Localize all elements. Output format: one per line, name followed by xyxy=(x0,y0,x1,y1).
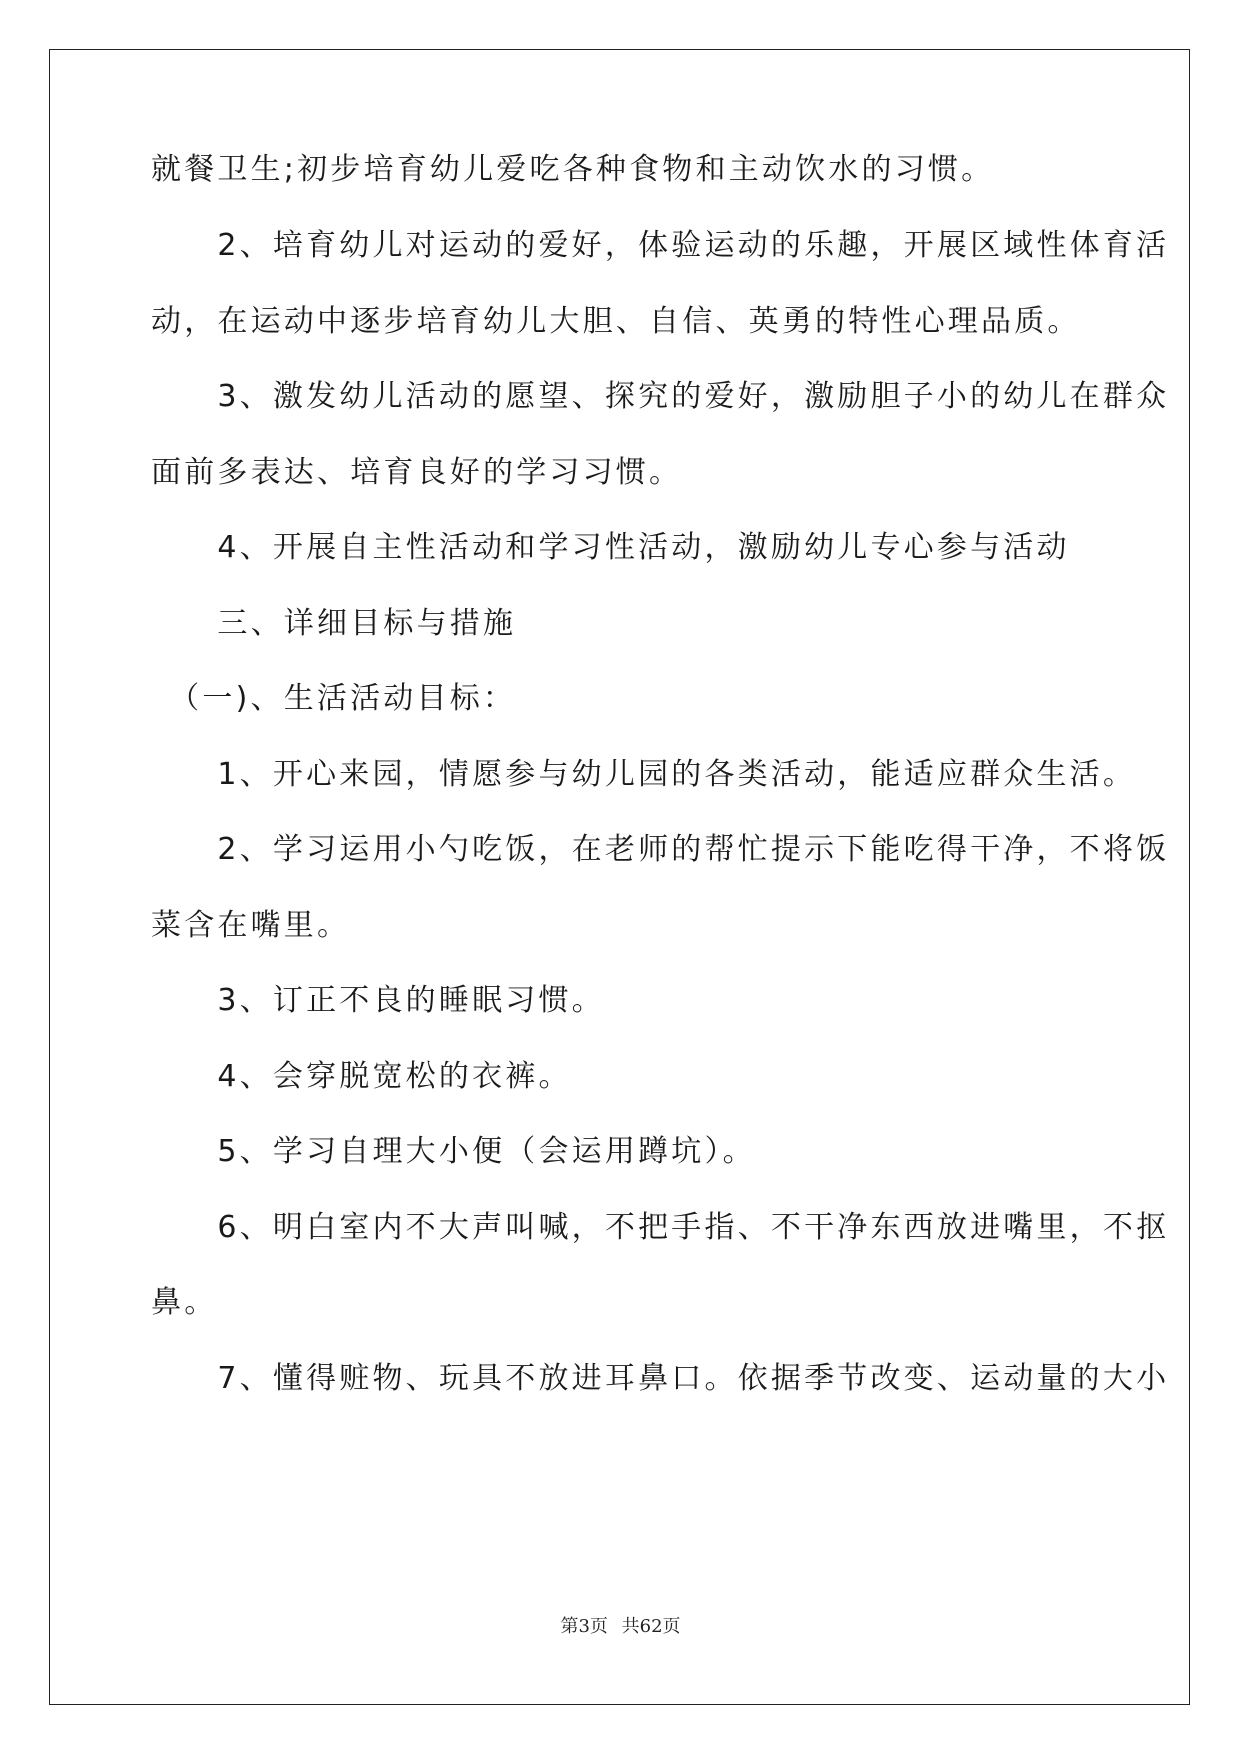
page-number: 第3页 xyxy=(560,1616,608,1637)
subsection-heading: （一)、生活活动目标： xyxy=(151,681,517,716)
text-line: 3、激发幼儿活动的愿望、探究的爱好，激励胆子小的幼儿在群众 xyxy=(151,379,1170,414)
text-line: 动，在运动中逐步培育幼儿大胆、自信、英勇的特性心理品质。 xyxy=(151,304,1081,339)
text-line: 5、学习自理大小便（会运用蹲坑）。 xyxy=(151,1134,756,1169)
page-total: 共62页 xyxy=(621,1616,681,1637)
text-line: 2、学习运用小勺吃饭，在老师的帮忙提示下能吃得干净，不将饭 xyxy=(151,832,1170,867)
text-line: 2、培育幼儿对运动的爱好，体验运动的乐趣，开展区域性体育活 xyxy=(151,228,1170,263)
page-footer xyxy=(0,1612,1241,1638)
text-line: 菜含在嘴里。 xyxy=(151,908,351,943)
text-line: 鼻。 xyxy=(151,1285,218,1320)
text-line: 面前多表达、培育良好的学习习惯。 xyxy=(151,455,683,490)
text-line: 7、懂得赃物、玩具不放进耳鼻口。依据季节改变、运动量的大小 xyxy=(151,1361,1170,1396)
text-line: 1、开心来园，情愿参与幼儿园的各类活动，能适应群众生活。 xyxy=(151,757,1137,792)
text-line: 6、明白室内不大声叫喊，不把手指、不干净东西放进嘴里，不抠 xyxy=(151,1210,1170,1245)
page-border xyxy=(49,49,1190,1705)
text-line: 3、订正不良的睡眠习惯。 xyxy=(151,983,605,1018)
text-line: 就餐卫生;初步培育幼儿爱吃各种食物和主动饮水的习惯。 xyxy=(151,152,995,187)
text-line: 4、会穿脱宽松的衣裤。 xyxy=(151,1059,572,1094)
section-heading: 三、详细目标与措施 xyxy=(151,606,517,641)
text-line: 4、开展自主性活动和学习性活动，激励幼儿专心参与活动 xyxy=(151,530,1070,565)
